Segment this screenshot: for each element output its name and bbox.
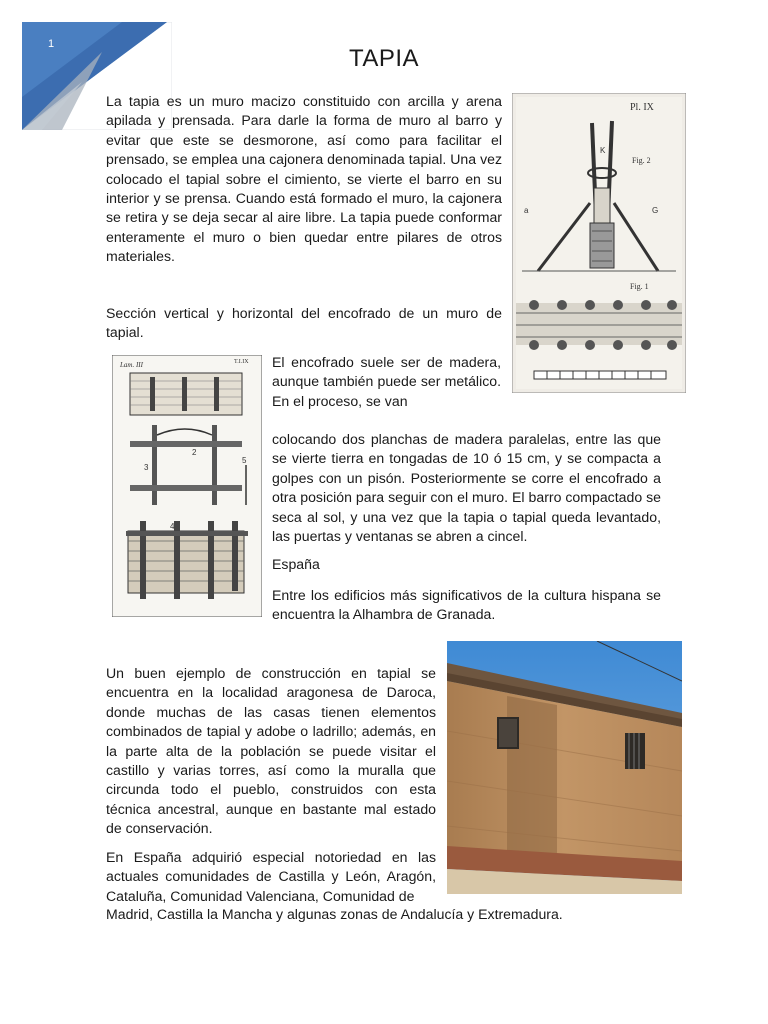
- formwork-drawing-figure: [112, 355, 262, 617]
- notoriedad-paragraph-start: En España adquirió especial notoriedad en las actuales comunidades de Castilla y León, Aragón, Cataluña, Comunidad Valenciana, Comunidad de: [106, 849, 436, 904]
- formwork-plate-label: Lam. III: [120, 361, 143, 369]
- fig2-label: Fig. 2: [632, 156, 651, 165]
- formwork-paragraph-start: El encofrado suele ser de madera, aunque también puede ser metálico. En el proceso, se van: [272, 354, 501, 409]
- alhambra-paragraph: Entre los edificios más significativos de la cultura hispana se encuentra la Alhambra de Granada.: [272, 587, 661, 623]
- svg-text:3: 3: [144, 463, 149, 472]
- tapial-house-photo: [447, 641, 682, 894]
- formwork-paragraph-continued: colocando dos planchas de madera paralelas, entre las que se vierte tierra en tongadas de 10 ó 15 cm, y se compacta a golpes con un pisón. Posteriormente se corre el encofrado a otra posición para seguir con el muro. El barro compactado se seca al sol, y una vez que la tapia o tapial queda levantado, las puertas y ventanas se abren a cincel.: [272, 431, 661, 545]
- tapial-house-photo-image: [447, 641, 682, 894]
- tapial-engraving-figure: [512, 93, 686, 393]
- svg-text:4: 4: [170, 522, 175, 531]
- svg-text:a: a: [524, 206, 529, 215]
- section-caption: Sección vertical y horizontal del encofrado de un muro de tapial.: [106, 305, 502, 341]
- formwork-corner-label: T.I.IX: [234, 359, 249, 365]
- espana-heading: España: [272, 556, 320, 572]
- intro-paragraph: La tapia es un muro macizo constituido con arcilla y arena apilada y prensada. Para darle la forma de muro al barro y evitar que este se desmorone, así como para facilitar el prensado, se emplea una cajonera denominada tapial. Una vez colocado el tapial sobre el cimiento, se vierte el barro en su interior y se prensa. Cuando está formado el muro, la cajonera se retira y se deja secar al aire libre. La tapia puede conformar enteramente el muro o bien quedar entre pilares de otros materiales.: [106, 93, 502, 265]
- page-number: 1: [48, 38, 55, 50]
- tapial-engraving-image: [512, 93, 686, 393]
- plate-label: Pl. IX: [630, 102, 654, 113]
- fig1-label: Fig. 1: [630, 282, 649, 291]
- svg-text:K: K: [600, 146, 606, 155]
- svg-text:5: 5: [242, 456, 247, 465]
- notoriedad-paragraph-end: Madrid, Castilla la Mancha y algunas zonas de Andalucía y Extremadura.: [106, 906, 563, 922]
- formwork-drawing-image: [112, 355, 262, 617]
- daroca-paragraph: Un buen ejemplo de construcción en tapial se encuentra en la localidad aragonesa de Daroca, donde muchas de las casas tienen elementos combinados de tapial y adobe o ladrillo; además, en la parte alta de la población se puede visitar el castillo y varias torres, así como la muralla que circunda todo el pueblo, construidos con esta técnica ancestral, aunque en bastante mal estado de conservación.: [106, 665, 436, 837]
- svg-text:G: G: [652, 206, 659, 215]
- page-title: TAPIA: [348, 45, 420, 72]
- svg-text:2: 2: [192, 448, 197, 457]
